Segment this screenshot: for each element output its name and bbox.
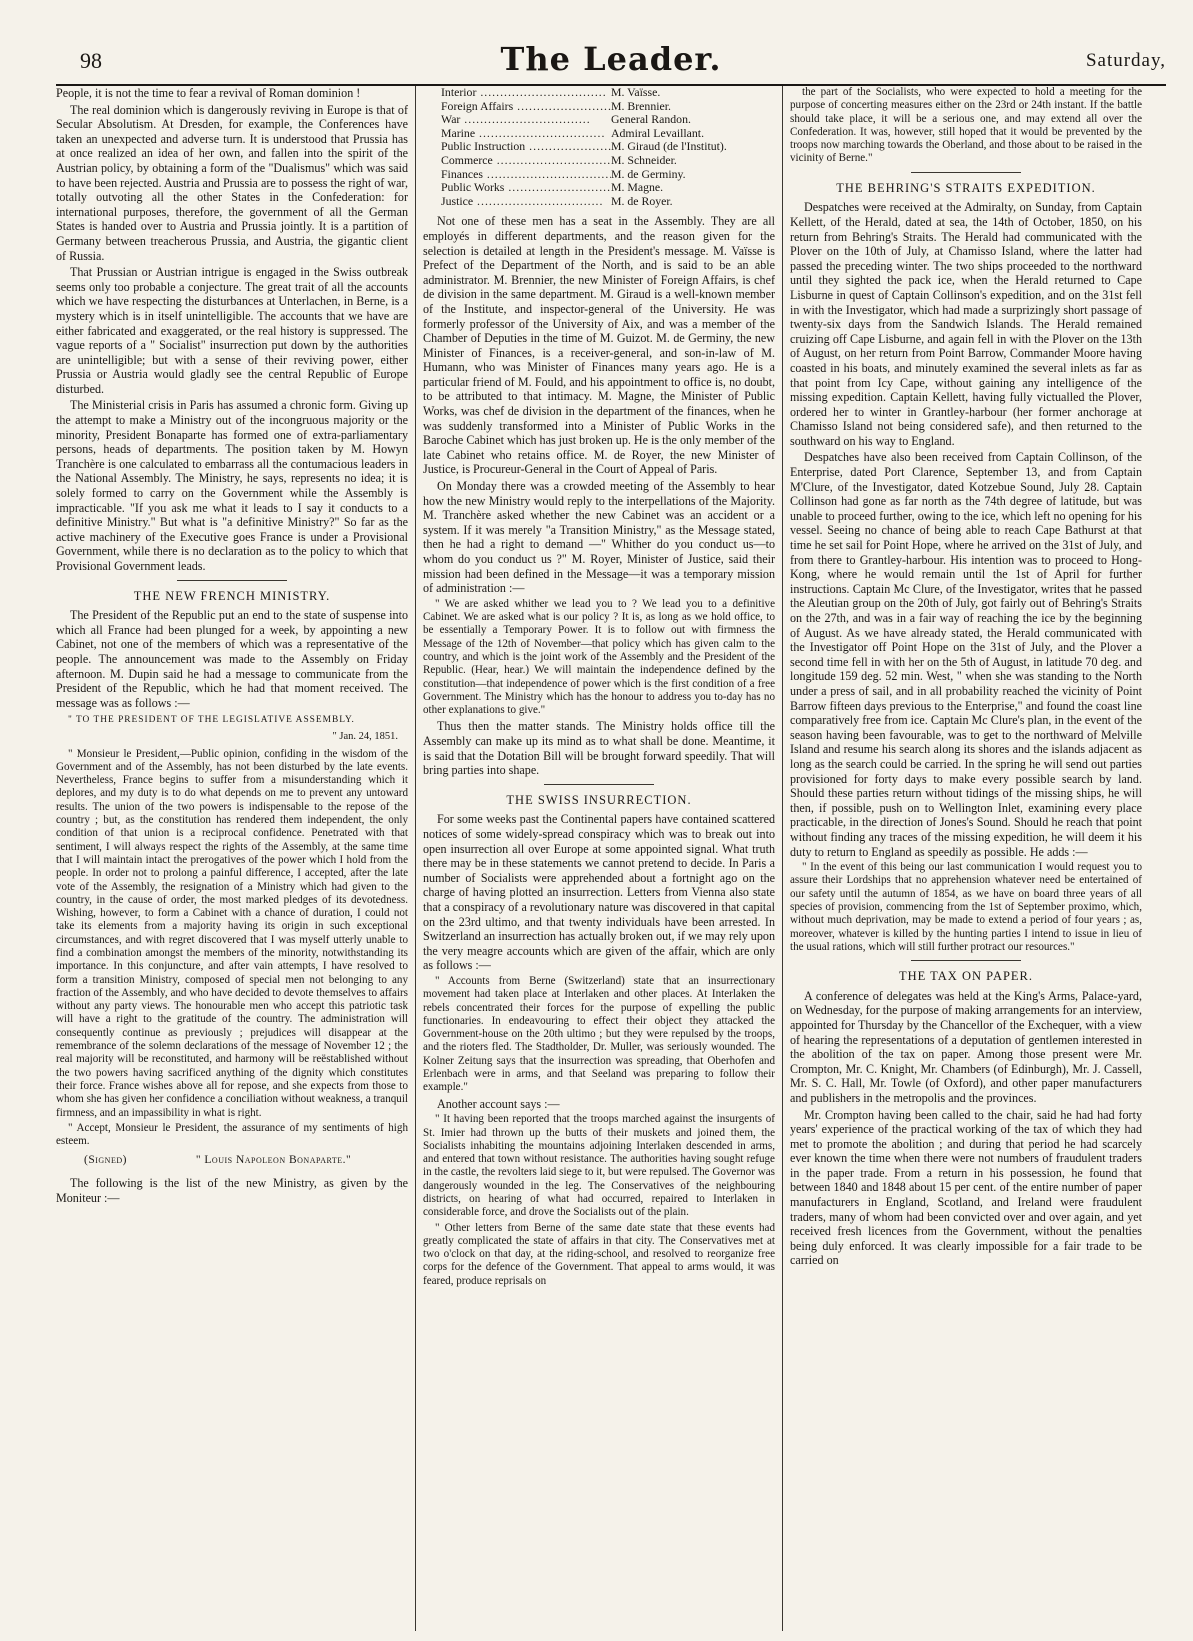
minister-name: M. Vaïsse.: [611, 86, 661, 99]
minister-name: M. Magne.: [611, 180, 664, 195]
minister-name: M. de Royer.: [611, 193, 673, 208]
section-separator: [911, 960, 1021, 961]
office-name: Commerce .....: [441, 154, 611, 168]
ministry-row: [441, 113, 775, 127]
minister-name: M. Giraud (de l'Institut).: [611, 139, 727, 154]
paragraph: People, it is not the time to fear a revival of Roman dominion !: [56, 86, 361, 100]
minister-name: Admiral Levaillant.: [611, 125, 705, 140]
ministry-row: [441, 181, 775, 195]
office-name: Public Works .....: [441, 181, 611, 195]
column-divider: [415, 86, 416, 1631]
paragraph: On Monday there was a crowded meeting of the Assembly to hear how the new Ministry would reply to the interpellations of the Majority. M. Tranchère asked whether the new Cabinet was an accident or a system. If it was merely "a Transition Ministry," as the Message stated, then he had a right to demand —" Whither do you conduct us—to whom do you conduct us ?" M. Royer, Minister of Justice, said their mission had been defined in the Message—it was a temporary mission of administration :—: [423, 479, 775, 596]
continued-quote: [790, 86, 1142, 166]
office-name: Justice .....: [441, 195, 611, 209]
section-separator: [911, 172, 1021, 173]
ministry-row: [441, 168, 775, 182]
another-account-quote: [423, 1113, 775, 1288]
message-address: " TO THE PRESIDENT OF THE LEGISLATIVE ASSEMBLY.: [68, 715, 355, 726]
office-name: War .....: [441, 113, 611, 127]
ministry-list: [441, 86, 775, 208]
quote-paragraph: " In the event of this being our last communication I would request you to assure their Lordships that no apprehension whatever need be entertained of our safety until the autumn of 1854, as we have on board three years of all species of provision, commencing from the 1st of September proximo, which, without much deprivation, may be made to extend a period of four years ; as, moreover, whatever is killed by the hunting parties I intend to issue in lieu of the usual rations, which will still further protract our resources.": [790, 861, 1142, 953]
quote-paragraph: " Accept, Monsieur le President, the assurance of my sentiments of high esteem.: [56, 1121, 408, 1148]
section-separator: [177, 580, 287, 581]
office-name: Foreign Affairs .....: [441, 100, 611, 114]
ministry-row: [441, 140, 775, 154]
section-heading-tax-on-paper: THE TAX ON PAPER.: [898, 969, 1034, 984]
signature-name: " Louis Napoleon Bonaparte.": [195, 1154, 352, 1167]
signed-label: (Signed): [84, 1154, 127, 1167]
paragraph: Despatches were received at the Admiralty, on Sunday, from Captain Kellett, of the Herald, dated at sea, the 14th of October, 1850, on his return from Behring's Straits. The Herald had communicated with the Plover on the 10th of July, at Chamisso Island, where the latter had passed the preceding winter. The two ships proceeded to the northward until they sighted the pack ice, when the Herald returned to Cape Lisburne in quest of Captain Collinson's expedition, and on the 31st fell in with the Investigator, which had made a surprizingly short passage of twenty-six days from the Sandwich Islands. The Herald remained cruizing off Cape Lisburne, and again fell in with the Plover on the 13th of August, on her return from Point Barrow, Commander Moore having coasted in his boats, and minutely examined the several inlets as far as that point from Icy Cape, without gaining any intelligence of the missing expedition. Captain Kellett, having fully victualled the Plover, ordered her to winter in Grantley-harbour (her former anchorage at Chamisso Island not being considered safe), and then returned to the southward on his way to England.: [790, 200, 1142, 448]
section-heading-new-french-ministry: THE NEW FRENCH MINISTRY.: [133, 588, 331, 603]
page-header: [56, 40, 1166, 86]
message-date: " Jan. 24, 1851.: [332, 730, 398, 742]
column-middle: [423, 86, 775, 1626]
quote-paragraph: " We are asked whither we lead you to ? We lead you to a definitive Cabinet. We are asked what is our policy ? It is, as long as we hold office, to be essentially a Temporary Power. It is to follow out with firmness the Message of the 12th of November—that policy which has given calm to the country, and which is the joint work of the Assembly and the President of the Republic. (Hear, hear.) We will maintain the independence defined by the constitution—that independence of power which is the first condition of a free Government. The Ministry which has the honour to address you to-day has no other explanations to give.": [423, 597, 775, 717]
paragraph: That Prussian or Austrian intrigue is engaged in the Swiss outbreak seems only too probable a conjecture. The great trait of all the accounts which we have respecting the disturbances at Unterlachen, in Berne, is a mystery which is in itself unintelligible. The accounts that we have are either fabricated and exaggerated, or the real history is suppressed. The vague reports of a " Socialist" insurrection put down by the authorities are unintelligible; but with a sense of their reviving power, either Prussia or Austria would gladly see the central Republic of Europe disturbed.: [56, 265, 408, 396]
paragraph: Another account says :—: [437, 1096, 560, 1111]
section-heading-behrings-straits: THE BEHRING'S STRAITS EXPEDITION.: [836, 180, 1096, 195]
quote-paragraph: the part of the Socialists, who were expected to hold a meeting for the purpose of concerting measures either on the 23rd or 24th instant. If the battle should take place, it will be a serious one, and may extend all over the Confederation. It was, however, still hoped that it would be prevented by the troops now marching towards the Oberland, and those about to be raised in the vicinity of Berne.": [790, 86, 1142, 165]
paragraph: For some weeks past the Continental papers have contained scattered notices of some widely-spread conspiracy which was to break out into open insurrection all over Europe at some appointed signal. What truth there may be in these statements we cannot pretend to decide. In Paris a number of Socialists were apprehended about a fortnight ago on the charge of having plotted an insurrection. Letters from Vienna also state that a conspiracy of a revolutionary nature was discovered in that capital on the 23rd ultimo, and that twenty individuals have been arrested. In Switzerland an insurrection has actually broken out, if we may rely upon the very meagre accounts which are given of the affair, which are only as follows :—: [423, 812, 775, 973]
quote-paragraph: " Other letters from Berne of the same date state that these events had greatly complicated the state of affairs in that city. The Conservatives met at two o'clock on that day, at the riding-school, and resolved to reorganize free corps for the defence of the Government. That appeal to arms would, it was feared, produce reprisals on: [423, 1221, 775, 1287]
quote-paragraph: " Monsieur le President,—Public opinion, confiding in the wisdom of the Government and of the Assembly, has not been disturbed by the late events. Nevertheless, France begins to suffer from a misunderstanding which it deplores, and my duty is to do what depends on me to prevent any untoward results. The union of the two powers is indispensable to the repose of the country ; but, as the constitution has rendered them independent, the only condition of that union is a reciprocal confidence. Penetrated with that sentiment, I will always respect the rights of the Assembly, at the same time that I will maintain intact the prerogatives of the power which I hold from the people. In order not to prolong a painful difference, I accepted, after the late vote of the Assembly, the resignation of a Ministry which had given to the country, in the cause of order, the most marked pledges of its devotedness. Wishing, however, to form a Cabinet with a chance of duration, I could not take its elements from a majority having its origin in such exceptional circumstances, and with regret discovered that I was myself utterly unable to find a combination amongst the members of the minority, notwithstanding its importance. In this conjuncture, and after vain attempts, I have resolved to form a transition Ministry, composed of special men not belonging to any fraction of the Assembly, and who have decided to devote themselves to affairs without any party views. The honourable men who accept this patriotic task will have a right to the gratitude of the country. The administration will consequently continue as previously ; prejudices will disappear at the remembrance of the solemn declarations of the message of November 12 ; the real majority will be reconstituted, and harmony will be reëstablished without the two powers having sacrificed anything of the dignity which constitutes their force. France wishes above all for repose, and she expects from those to whom she has given her confidence a conciliation without weakness, a tranquil firmness, and an impassibility in what is right.: [56, 747, 408, 1119]
berne-accounts-quote: [423, 975, 775, 1095]
day-label: Saturday,: [1085, 50, 1166, 71]
minister-name: M. Brennier.: [611, 98, 671, 113]
ministry-row: [441, 86, 775, 100]
office-name: Finances .....: [441, 168, 611, 182]
paragraph: The real dominion which is dangerously reviving in Europe is that of Secular Absolutism. At Dresden, for example, the Conferences have taken an unexpected and adverse turn. It is understood that Prussia has at once realized an idea of her own, and fallen into the spirit of the Austrian policy, by obtaining a form of the "Dualismus" which was said to have been rejected. Austria and Prussia are to possess the right of war, totally outvoting all the other States in the Confederation: for international purposes, therefore, the government of all the German States is handed over to Austria and Prussia jointly. It is a partition of Germany between treacherous Prussia, and Austria, the gigantic client of Russia.: [56, 102, 408, 263]
quote-paragraph: " It having been reported that the troops marched against the insurgents of St. Imier had thrown up the butts of their muskets and joined them, the Socialists inhabiting the mountains adjoining Interlaken descended in arms, and entered that town without resistance. The authorities having sought refuge in the castle, the revolters laid siege to it, but were repulsed. The Governor was dangerously wounded in the leg. The Conservatives of the neighbouring districts, on hearing of what had occurred, repaired to Interlaken in considerable force, and drove the Socialists out of the plain.: [423, 1113, 775, 1219]
royer-quote: [423, 598, 775, 718]
signature-line: [56, 1153, 408, 1168]
column-left: [56, 86, 408, 1626]
paragraph: The Ministerial crisis in Paris has assumed a chronic form. Giving up the attempt to make a Ministry out of the incongruous majority or the minority, President Bonaparte has formed one of extra-parliamentary persons, heads of departments. The position taken by M. Howyn Tranchère is one calculated to embarrass all the contumacious leaders in the National Assembly. The Ministry, he says, represents no idea; it is solely formed to carry on the Government while the Assembly is impracticable. "If you ask me what it leads to I say it conducts to a definitive Ministry." But what is "a definitive Ministry?" So far as the active machinery of the Executive goes France is under a Provisional Government, while there is no declaration as to the policy to which that Provisional Government leads.: [56, 398, 408, 573]
column-right: [790, 86, 1142, 1626]
office-name: Marine .....: [441, 127, 611, 141]
paragraph: The President of the Republic put an end to the state of suspense into which all France had been plunged for a week, by appointing a new Cabinet, not one of the members of which was a representative of the people. The announcement was made to the Assembly on Friday afternoon. M. Dupin said he had a message to communicate from the President of the Republic, which he had that moment received. The message was as follows :—: [56, 608, 408, 710]
mcclure-quote: [790, 861, 1142, 954]
minister-name: General Randon.: [611, 112, 691, 127]
presidential-message: [56, 748, 408, 1149]
ministry-row: [441, 154, 775, 168]
ministry-row: [441, 195, 775, 209]
paragraph: Despatches have also been received from Captain Collinson, of the Enterprise, dated Port Clarence, September 13, and from Captain M'Clure, of the Investigator, dated Kotzebue Sound, July 28. Captain Collinson had gone as far north as the 74th degree of latitude, but was unable to proceed further, owing to the ice, which left no opening for his vessel. Seeing no chance of being able to reach Cape Bathurst at that time he set sail for Point Hope, where he arrived on the 31st of July, and from there to Grantley-harbour. His intention was to proceed to Hong-Kong, where he would remain until the 1st of April for further instructions. Captain Mc Clure, of the Investigator, writes that he passed the Aleutian group on the 20th of July, got fairly out of Behring's Straits on the 27th, and was in a fair way of reaching the ice by the beginning of August. As we have already stated, the Herald communicated with the Investigator off Point Hope on the 31st of July, and the Plover a second time fell in with her on the 5th of August, in latitude 70 deg. and longitude 159 deg. 52 min. West, " when she was standing to the North under a press of sail, and in all probability reached the vicinity of Point Barrow fifteen days previous to the Enterprise," and found the coast line comparatively free from ice. Captain Mc Clure's plan, in the event of the season having been favourable, was to get to the northward of Melville Island and resume his search along its shores and the islands adjacent as long as the search could be carried. In the spring he will send out parties provisioned for forty days to make every possible search by land. Should these parties return without tidings of the missing ships, he will then, if possible, push on to Wellington Inlet, examining every place practicable, in the direction of Jones's Sound. Should he reach that point without finding any traces of the missing expedition, he will deem it his duty to return to England as speedily as possible. He adds :—: [790, 450, 1142, 859]
paragraph: The following is the list of the new Ministry, as given by the Moniteur :—: [56, 1176, 408, 1205]
masthead-title: The Leader.: [500, 40, 722, 78]
ministry-row: [441, 127, 775, 141]
paragraph: Not one of these men has a seat in the Assembly. They are all employés in different departments, and the reason given for the selection is detailed at length in the President's message. M. Vaïsse is Prefect of the Department of the North, and is said to be an able administrator. M. Brennier, the new Minister of Foreign Affairs, is chef de division in the same department. M. Giraud is a well-known member of the Institute, and inspector-general of the University. He was formerly professor of the University of Aix, and was a member of the Chamber of Deputies in the time of M. Guizot. M. de Germiny, the new Minister of Finances, is a receiver-general, and son-in-law of M. Humann, who was Minister of Finances many years ago. He is a particular friend of M. Fould, and his appointment to office is, no doubt, to be attributed to that intimacy. M. Magne, the Minister of Public Works, was chef de division in the department of the finances, when he was suddenly transformed into a Minister of Public Works in the Baroche Cabinet which has just broken up. He is the only member of the late Cabinet who retains office. M. de Royer, the new Minister of Justice, is Procureur-General in the Court of Appeal of Paris.: [423, 214, 775, 477]
paragraph: Thus then the matter stands. The Ministry holds office till the Assembly can make up its mind as to what shall be done. Meantime, it is said that the Dotation Bill will be brought forward speedily. That will bring parties into shape.: [423, 719, 775, 778]
section-heading-swiss-insurrection: THE SWISS INSURRECTION.: [506, 792, 692, 807]
page-number: 98: [80, 48, 102, 73]
ministry-row: [441, 100, 775, 114]
office-name: Public Instruction .....: [441, 140, 611, 154]
column-divider: [782, 86, 783, 1631]
section-separator: [544, 784, 654, 785]
quote-paragraph: " Accounts from Berne (Switzerland) state that an insurrectionary movement had taken place at Interlaken and other places. At Interlaken the rebels concentrated their forces for the purpose of expelling the public functionaries. In endeavouring to effect their object they attacked the Government-house on the 20th ultimo ; but they were repulsed by the troops, and the rioters fled. The Stadtholder, Dr. Muller, was seriously wounded. The Kolner Zeitung says that the insurrection was spreading, that Oberhofen and Erlenbach were in arms, and that Seeland was preparing to follow their example.": [423, 974, 775, 1094]
minister-name: M. Schneider.: [611, 152, 677, 167]
paragraph: A conference of delegates was held at the King's Arms, Palace-yard, on Wednesday, for the purpose of making arrangements for an interview, appointed for Thursday by the Chancellor of the Exchequer, with a view of hearing the representations of a deputation of gentlemen interested in the abolition of the tax on paper. Among those present were Mr. Crompton, Mr. C. Knight, Mr. Chambers (of Edinburgh), Mr. J. Cassell, Mr. S. C. Hall, Mr. Towle (of Oxford), and other paper manufacturers and publishers in the metropolis and the provinces.: [790, 988, 1142, 1105]
office-name: Interior .....: [441, 86, 611, 100]
minister-name: M. de Germiny.: [611, 166, 686, 181]
paragraph: Mr. Crompton having been called to the chair, said he had had forty years' experience of the practical working of the tax of which they had met to promote the abolition ; and during that period he had scarcely ever known the time when there were not numbers of fraudulent traders in the paper trade. From a return in his possession, he found that between 1840 and 1848 about 15 per cent. of the entire number of paper manufacturers in England, Scotland, and Ireland were fraudulent traders, many of whom had been convicted over and over again, and yet received fresh licences from the Government, without the penalties being duly enforced. It was clearly impossible for a fair trade to be carried on: [790, 1107, 1142, 1268]
